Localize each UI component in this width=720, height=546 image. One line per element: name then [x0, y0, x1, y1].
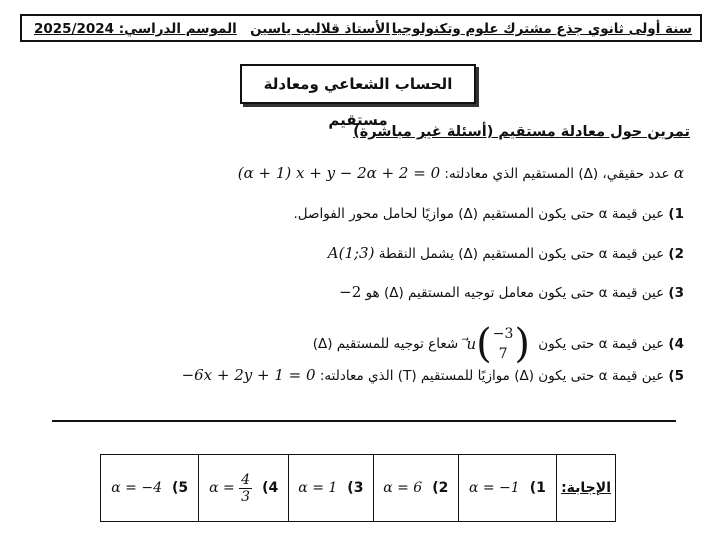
page-title: الحساب الشعاعي ومعادلة مستقيم — [240, 64, 476, 104]
question-1: 1) عين قيمة α حتى يكون المستقيم (Δ) موازيًا لحامل محور الفواصل. — [293, 206, 684, 222]
answer-cell-5: 5)α = −4 — [101, 455, 199, 522]
question-2-text: عين قيمة α حتى يكون المستقيم (Δ) يشمل النقطة — [378, 246, 665, 262]
question-5-number: 5 — [674, 368, 684, 384]
exercise-intro — [238, 164, 684, 182]
exercise-title: تمرين حول معادلة مستقيم (أسئلة غير مباشرة) — [353, 124, 690, 140]
question-3: 3) عين قيمة α حتى يكون معامل توجيه المستقيم (Δ) هو −2 — [339, 283, 684, 301]
question-3-text: عين قيمة α حتى يكون معامل توجيه المستقيم (Δ) هو — [365, 285, 665, 301]
question-5-text: عين قيمة α حتى يكون (Δ) موازيًا للمستقيم (T) الذي معادلته: — [319, 368, 665, 384]
vector-bottom: 7 — [498, 346, 508, 362]
intro-alpha: α — [673, 164, 684, 182]
answer-cell-3: 3)α = 1 — [288, 455, 373, 522]
question-5: 5) عين قيمة α حتى يكون (Δ) موازيًا للمستقيم (T) الذي معادلته: −6x + 2y + 1 = 0 — [181, 366, 684, 384]
intro-text: عدد حقيقي، (Δ) المستقيم الذي معادلته: — [444, 166, 670, 182]
question-4-text-before: عين قيمة α حتى يكون — [538, 336, 665, 352]
header-box — [20, 14, 702, 42]
vector-top: −3 — [492, 326, 514, 342]
question-3-number: 3 — [674, 285, 684, 301]
level-label: سنة أولى ثانوي جذع مشترك علوم وتكنولوجيا — [391, 21, 692, 37]
intro-equation: (α + 1) x + y − 2α + 2 = 0 — [237, 164, 441, 182]
question-3-math: −2 — [339, 283, 362, 301]
question-1-text: عين قيمة α حتى يكون المستقيم (Δ) موازيًا لحامل محور الفواصل. — [293, 206, 665, 222]
answer-4-fraction: $\frac{4}{3}$ — [241, 471, 251, 505]
question-2-number: 2 — [674, 246, 684, 262]
vector-symbol: u — [466, 335, 477, 353]
question-4-number: 4 — [674, 336, 684, 352]
answers-table — [100, 454, 616, 522]
answer-cell-1: 1)α = −1 — [458, 455, 556, 522]
question-5-math: −6x + 2y + 1 = 0 — [181, 366, 316, 384]
answer-cell-4: 4)α = $\frac{4}{3}$ — [199, 455, 289, 522]
answer-cell-2: 2)α = 6 — [373, 455, 458, 522]
question-1-number: 1 — [674, 206, 684, 222]
teacher-label: الأستاذ قلاليب ياسين — [250, 21, 390, 37]
question-4: 4) عين قيمة α حتى يكون u( −3 7 ) شعاع توجيه للمستقيم (Δ) — [312, 321, 684, 367]
direction-vector: u( −3 7 ) — [466, 321, 530, 367]
separator-line — [52, 420, 676, 422]
season-label: الموسم الدراسي: 2025/2024 — [34, 21, 237, 37]
question-2-math: A(1;3) — [327, 244, 375, 262]
question-4-text-after: شعاع توجيه للمستقيم (Δ) — [312, 336, 459, 352]
answers-label: الإجابة: — [557, 455, 616, 522]
question-2: 2) عين قيمة α حتى يكون المستقيم (Δ) يشمل النقطة A(1;3) — [327, 244, 684, 262]
